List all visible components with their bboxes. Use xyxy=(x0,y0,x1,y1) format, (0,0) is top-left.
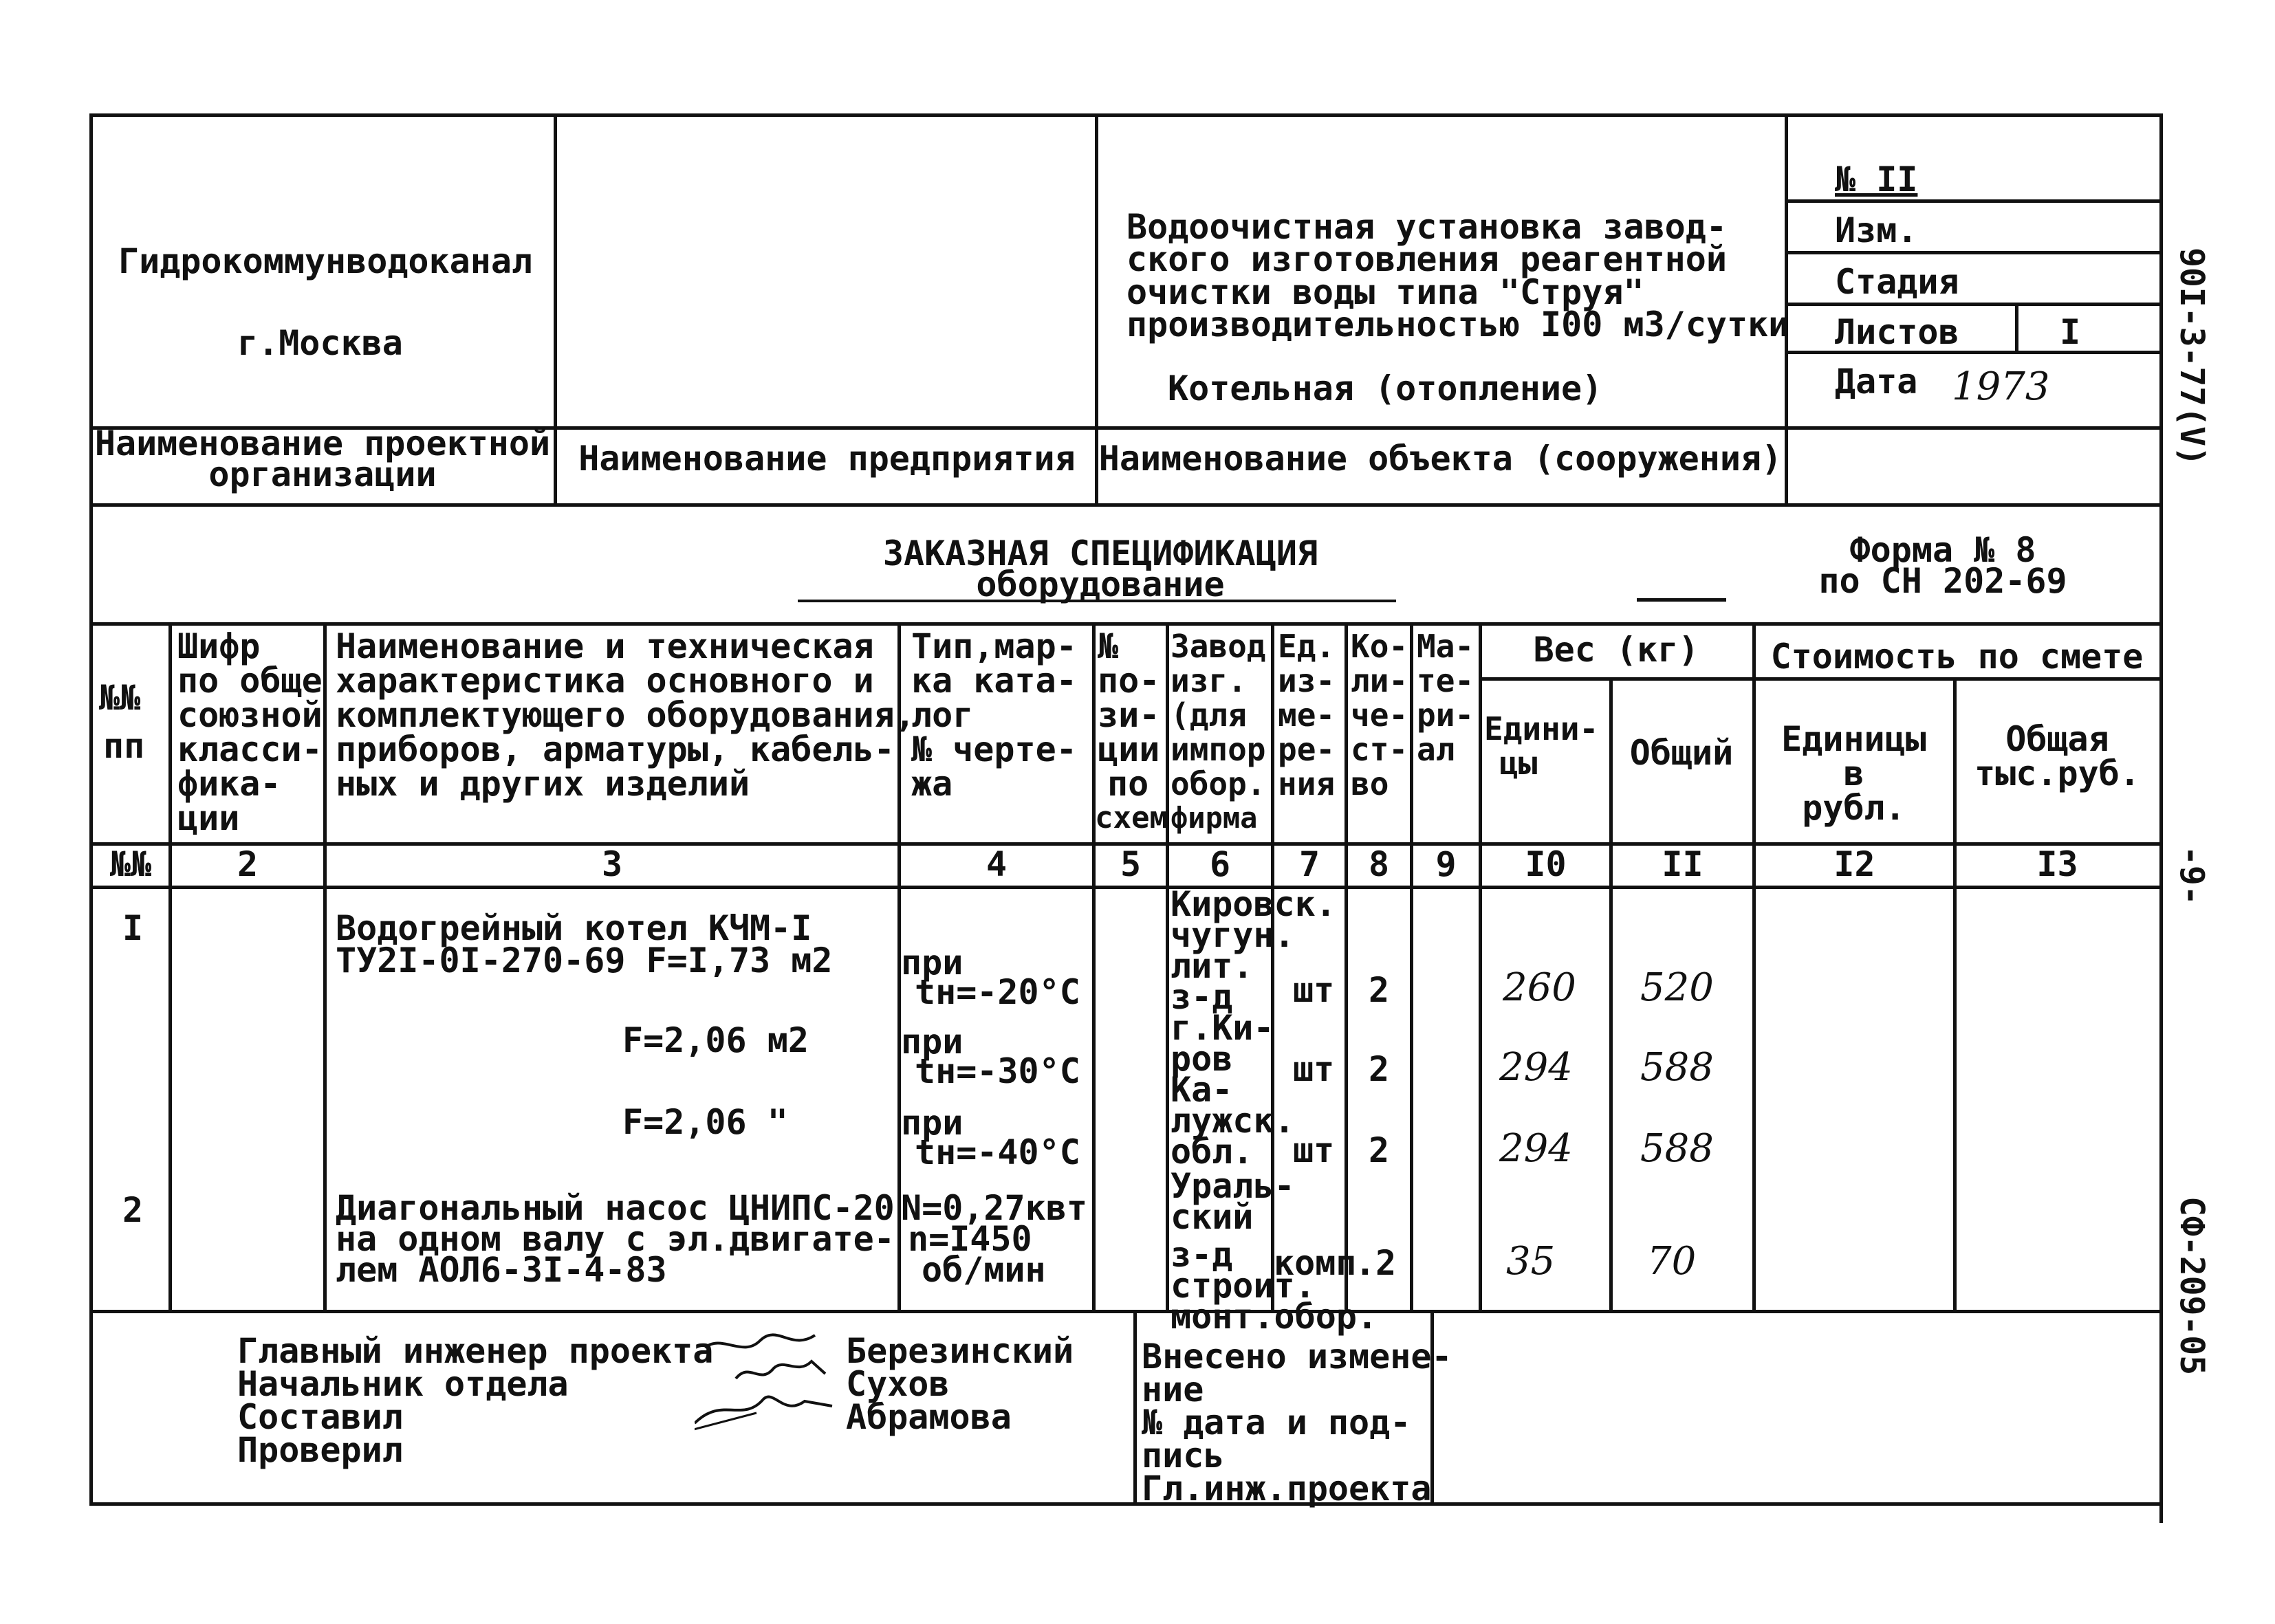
col-num-1: №№ xyxy=(109,844,152,884)
header-weight-unit-2: цы xyxy=(1499,745,1538,782)
stadia-label: Стадия xyxy=(1835,262,1959,302)
row1a-unit: шт xyxy=(1293,970,1335,1010)
name-sukhov: Сухов xyxy=(846,1364,950,1404)
row1-name-line-2: ТУ2I-0I-270-69 F=I,73 м2 xyxy=(336,941,833,980)
header-weight-unit-1: Едини- xyxy=(1484,710,1599,747)
row2-name-line-3: лем АОЛ6-3I-4-83 xyxy=(336,1250,667,1290)
row1-area-2: F=2,06 м2 xyxy=(622,1020,809,1060)
row2-type-line-3: об/мин xyxy=(922,1250,1046,1290)
row1c-weight-unit: 294 xyxy=(1499,1126,1573,1171)
row1a-weight-unit: 260 xyxy=(1503,965,1576,1010)
org-name: Гидрокоммунводоканал xyxy=(118,241,533,281)
row1a-weight-total: 520 xyxy=(1640,965,1714,1010)
row1b-unit: шт xyxy=(1293,1049,1335,1089)
margin-page-number: -9- xyxy=(2173,846,2211,906)
caption-org-line-2: организации xyxy=(208,454,437,494)
listov-value: I xyxy=(2060,312,2081,352)
document-page: Гидрокоммунводоканал г.Москва Водоочистная установка завод- ского изготовления реагентной очистки воды типа "Струя" производительностью I00 м3/сутки Котельная (отопление) № II Изм. Стадия Листов I Дата 1973 Наименование проектной организации Наименование предприятия Наименование объекта (сооружения) ЗАКАЗНАЯ СПЕЦИФИКАЦИЯ оборудование Форма № 8 по СН 202-69 №№ пп Шифр по обще союзной класси- фика- ции Наименование и техническая характеристика основного и комплектующего оборудования, приборов, арматуры, кабель- ных и других изделий Тип,мар- ка ката- лог № черте- жа № по- зи- ции по схем Завод изг. (для импор обор. фирма Ед. из- ме- ре- ния Ко- ли- че- ст- во Ма- те- ри- ал Вес (кг) Едини- цы Общий Стоимость по смете Единицы в рубл. Общая тыс.руб. №№ 2 3 4 5 6 7 8 9 I0 II I2 I3 I Водогрейный котел КЧМ-I ТУ2I-0I-270-69 F=I,73 м2 F=2,06 м2 F=2,06 " при tн=-20°С при tн=-30°С при tн=-40°С Кировск. чугун. лит. з-д г.Ки- ров Ка- лужск. обл. Ураль- ский з-д строит. монт.обор. шт шт шт комп 2 2 2 .2 260 294 294 35 520 588 588 70 2 Диагональный насос ЦНИПС-20 на одном валу с эл.двигате- лем АОЛ6-3I-4-83 N=0,27квт n=I450 об/мин Главный инженер проекта Начальник отдела Составил Проверил Березинский Сухов Абрамова Внесено измене- ние № дата и под- пись Гл.инж.проекта 90I-3-77(V) -9- СФ-209-05 xyxy=(0,0,2275,1624)
row2-name-line-1: Диагональный насос ЦНИПС-20 xyxy=(336,1188,895,1228)
row1-name-line-1: Водогрейный котел КЧМ-I xyxy=(336,908,812,948)
header-weight: Вес (кг) xyxy=(1533,630,1699,670)
role-chief-engineer: Главный инженер проекта xyxy=(237,1331,714,1371)
spec-title: ЗАКАЗНАЯ СПЕЦИФИКАЦИЯ xyxy=(882,534,1318,573)
izm-label: Изм. xyxy=(1835,210,1918,250)
header-weight-total: Общий xyxy=(1629,733,1734,773)
row2-type-line-1: N=0,27квт xyxy=(901,1188,1087,1228)
col-num-10: I0 xyxy=(1525,844,1567,884)
row1a-qty: 2 xyxy=(1368,970,1390,1010)
spec-subtitle: оборудование xyxy=(976,564,1225,604)
object-title-line-3: очистки воды типа "Струя" xyxy=(1126,272,1644,312)
role-department-head: Начальник отдела xyxy=(237,1364,569,1404)
margin-code-bottom: СФ-209-05 xyxy=(2173,1196,2211,1376)
object-title-line-2: ского изготовления реагентной xyxy=(1126,239,1727,279)
row1b-weight-unit: 294 xyxy=(1499,1045,1573,1090)
header-cost-unit-3: рубл. xyxy=(1802,788,1906,828)
name-berezinsky: Березинский xyxy=(846,1331,1074,1371)
stamp-mark: № II xyxy=(1835,160,1918,199)
header-cost-total-1: Общая xyxy=(2005,719,2109,759)
row1-number: I xyxy=(122,908,144,948)
row2-name-line-2: на одном валу с эл.двигате- xyxy=(336,1219,895,1259)
col-num-9: 9 xyxy=(1435,844,1457,884)
col-num-13: I3 xyxy=(2036,844,2078,884)
org-city: г.Москва xyxy=(237,323,403,363)
form-standard: по СН 202-69 xyxy=(1818,561,2067,601)
data-value: 1973 xyxy=(1952,364,2050,409)
form-number: Форма № 8 xyxy=(1849,530,2036,570)
col-num-3: 3 xyxy=(601,844,623,884)
row2-weight-unit: 35 xyxy=(1506,1239,1556,1284)
row2-qty: .2 xyxy=(1354,1243,1397,1283)
col-num-11: II xyxy=(1662,844,1703,884)
margin-code-top: 90I-3-77(V) xyxy=(2173,248,2211,466)
row2-type-line-2: n=I450 xyxy=(908,1219,1032,1259)
col-num-2: 2 xyxy=(237,844,259,884)
row2-number: 2 xyxy=(122,1190,144,1230)
col-num-4: 4 xyxy=(986,844,1008,884)
row1b-qty: 2 xyxy=(1368,1049,1390,1089)
col-num-8: 8 xyxy=(1368,844,1390,884)
object-subtitle: Котельная (отопление) xyxy=(1168,369,1603,408)
col-num-7: 7 xyxy=(1298,844,1320,884)
name-abramova: Абрамова xyxy=(846,1397,1012,1437)
row2-unit: комп xyxy=(1274,1243,1357,1283)
data-label: Дата xyxy=(1835,362,1918,402)
row1b-weight-total: 588 xyxy=(1640,1045,1714,1090)
col-num-6: 6 xyxy=(1209,844,1231,884)
header-cost-unit-2: в xyxy=(1843,754,1864,793)
caption-org-line-1: Наименование проектной xyxy=(94,424,551,463)
header-cost-total-2: тыс.руб. xyxy=(1974,754,2140,793)
header-num-1: №№ xyxy=(99,678,141,718)
col-num-12: I2 xyxy=(1833,844,1875,884)
caption-object: Наименование объекта (сооружения) xyxy=(1098,439,1783,479)
header-num-2: пп xyxy=(103,726,145,766)
role-checked: Проверил xyxy=(237,1430,403,1470)
row1-area-3: F=2,06 " xyxy=(622,1102,788,1142)
listov-label: Листов xyxy=(1835,312,1959,352)
header-cost-unit-1: Единицы xyxy=(1781,719,1926,759)
role-composed: Составил xyxy=(237,1397,403,1437)
col-num-5: 5 xyxy=(1120,844,1142,884)
caption-enterprise: Наименование предприятия xyxy=(578,439,1076,479)
row1c-unit: шт xyxy=(1293,1130,1335,1170)
row1c-weight-total: 588 xyxy=(1640,1126,1714,1171)
row2-weight-total: 70 xyxy=(1647,1239,1697,1284)
header-cost: Стоимость по смете xyxy=(1770,637,2144,677)
object-title-line-1: Водоочистная установка завод- xyxy=(1126,207,1727,247)
handwritten-signatures xyxy=(695,1320,846,1437)
object-title-line-4: производительностью I00 м3/сутки xyxy=(1126,305,1789,344)
row1c-qty: 2 xyxy=(1368,1130,1390,1170)
